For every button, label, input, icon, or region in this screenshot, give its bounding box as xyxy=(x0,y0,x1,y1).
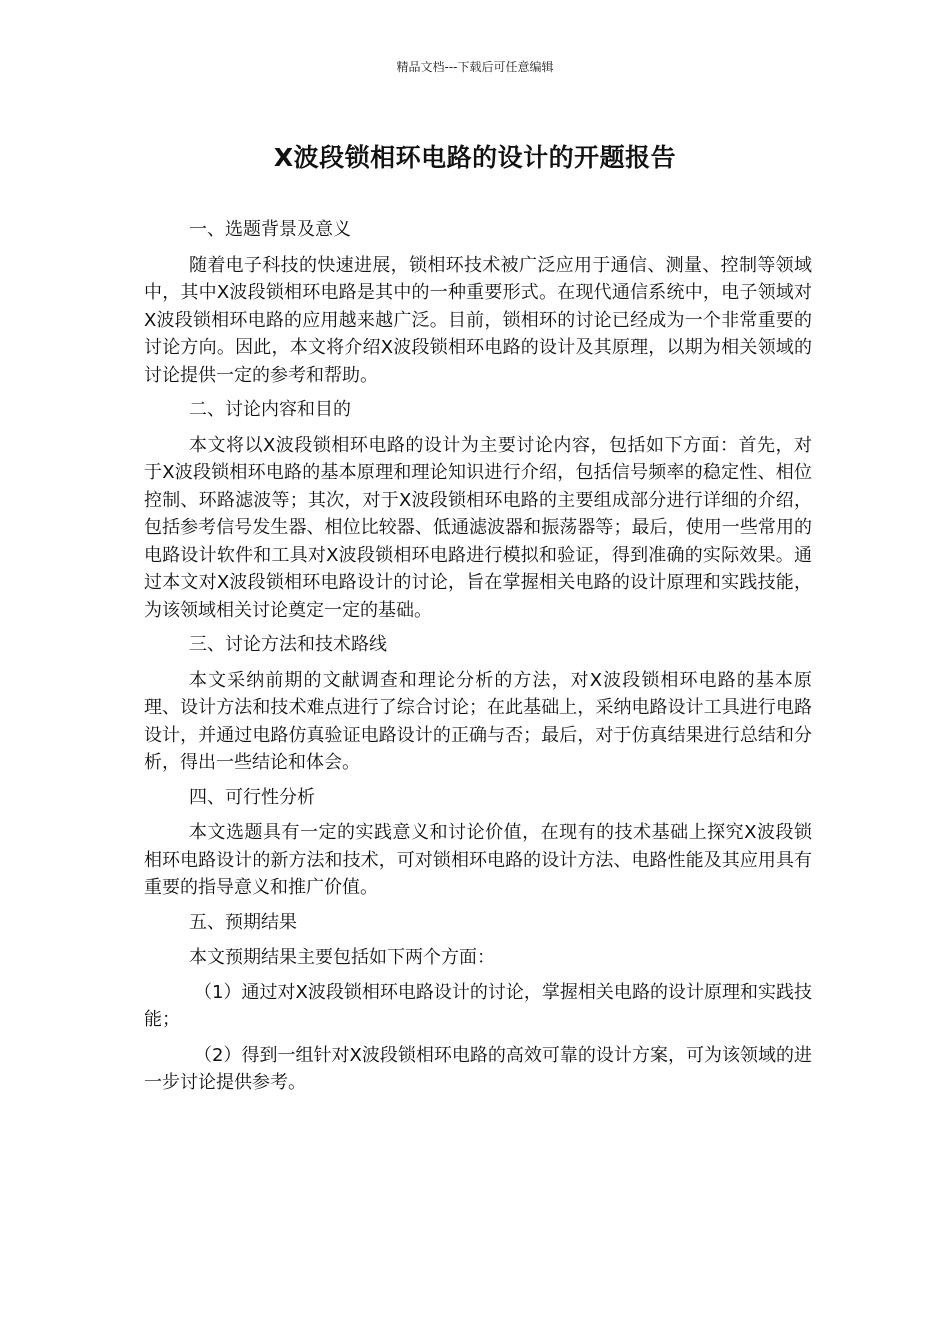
paragraph-content: 本文将以X波段锁相环电路的设计为主要讨论内容，包括如下方面：首先，对于X波段锁相环电路的基本原理和理论知识进行介绍，包括信号频率的稳定性、相位控制、环路滤波等；其次，对于X波段锁相环电路的主要组成部分进行详细的介绍，包括参考信号发生器、相位比较器、低通滤波器和振荡器等；最后，使用一些常用的电路设计软件和工具对X波段锁相环电路进行模拟和验证，得到准确的实际效果。通过本文对X波段锁相环电路设计的讨论，旨在掌握相关电路的设计原理和实践技能，为该领域相关讨论奠定一定的基础。 xyxy=(144,434,812,621)
paragraph-method: 本文采纳前期的文献调查和理论分析的方法，对X波段锁相环电路的基本原理、设计方法和技术难点进行了综合讨论；在此基础上，采纳电路设计工具进行电路设计，并通过电路仿真验证电路设计的正确与否；最后，对于仿真结果进行总结和分析，得出一些结论和体会。 xyxy=(144,669,812,773)
paragraph-feasibility: 本文选题具有一定的实践意义和讨论价值，在现有的技术基础上探究X波段锁相环电路设计的新方法和技术，可对锁相环电路的设计方法、电路性能及其应用具有重要的指导意义和推广价值。 xyxy=(144,822,812,898)
section-heading-background: 一、选题背景及意义 xyxy=(189,219,351,240)
section-heading-content: 二、讨论内容和目的 xyxy=(189,399,351,420)
paragraph-background: 随着电子科技的快速进展，锁相环技术被广泛应用于通信、测量、控制等领域中，其中X波段锁相环电路是其中的一种重要形式。在现代通信系统中，电子领域对X波段锁相环电路的应用越来越广泛。目前，锁相环的讨论已经成为一个非常重要的讨论方向。因此，本文将介绍X波段锁相环电路的设计及其原理，以期为相关领域的讨论提供一定的参考和帮助。 xyxy=(144,254,812,386)
list-item-result-2: （2）得到一组针对X波段锁相环电路的高效可靠的设计方案，可为该领域的进一步讨论提供参考。 xyxy=(144,1044,812,1093)
document-body xyxy=(144,216,812,1105)
section-heading-expected-results: 五、预期结果 xyxy=(189,911,297,933)
section-heading-method: 三、讨论方法和技术路线 xyxy=(189,634,387,655)
paragraph-expected-results: 本文预期结果主要包括如下两个方面： xyxy=(189,947,495,968)
page-header: 精品文档---下载后可任意编辑 xyxy=(396,60,554,74)
list-item-result-1: （1）通过对X波段锁相环电路设计的讨论，掌握相关电路的设计原理和实践技能； xyxy=(144,981,812,1030)
section-heading-feasibility: 四、可行性分析 xyxy=(189,786,315,808)
document-title: X波段锁相环电路的设计的开题报告 xyxy=(273,143,677,172)
